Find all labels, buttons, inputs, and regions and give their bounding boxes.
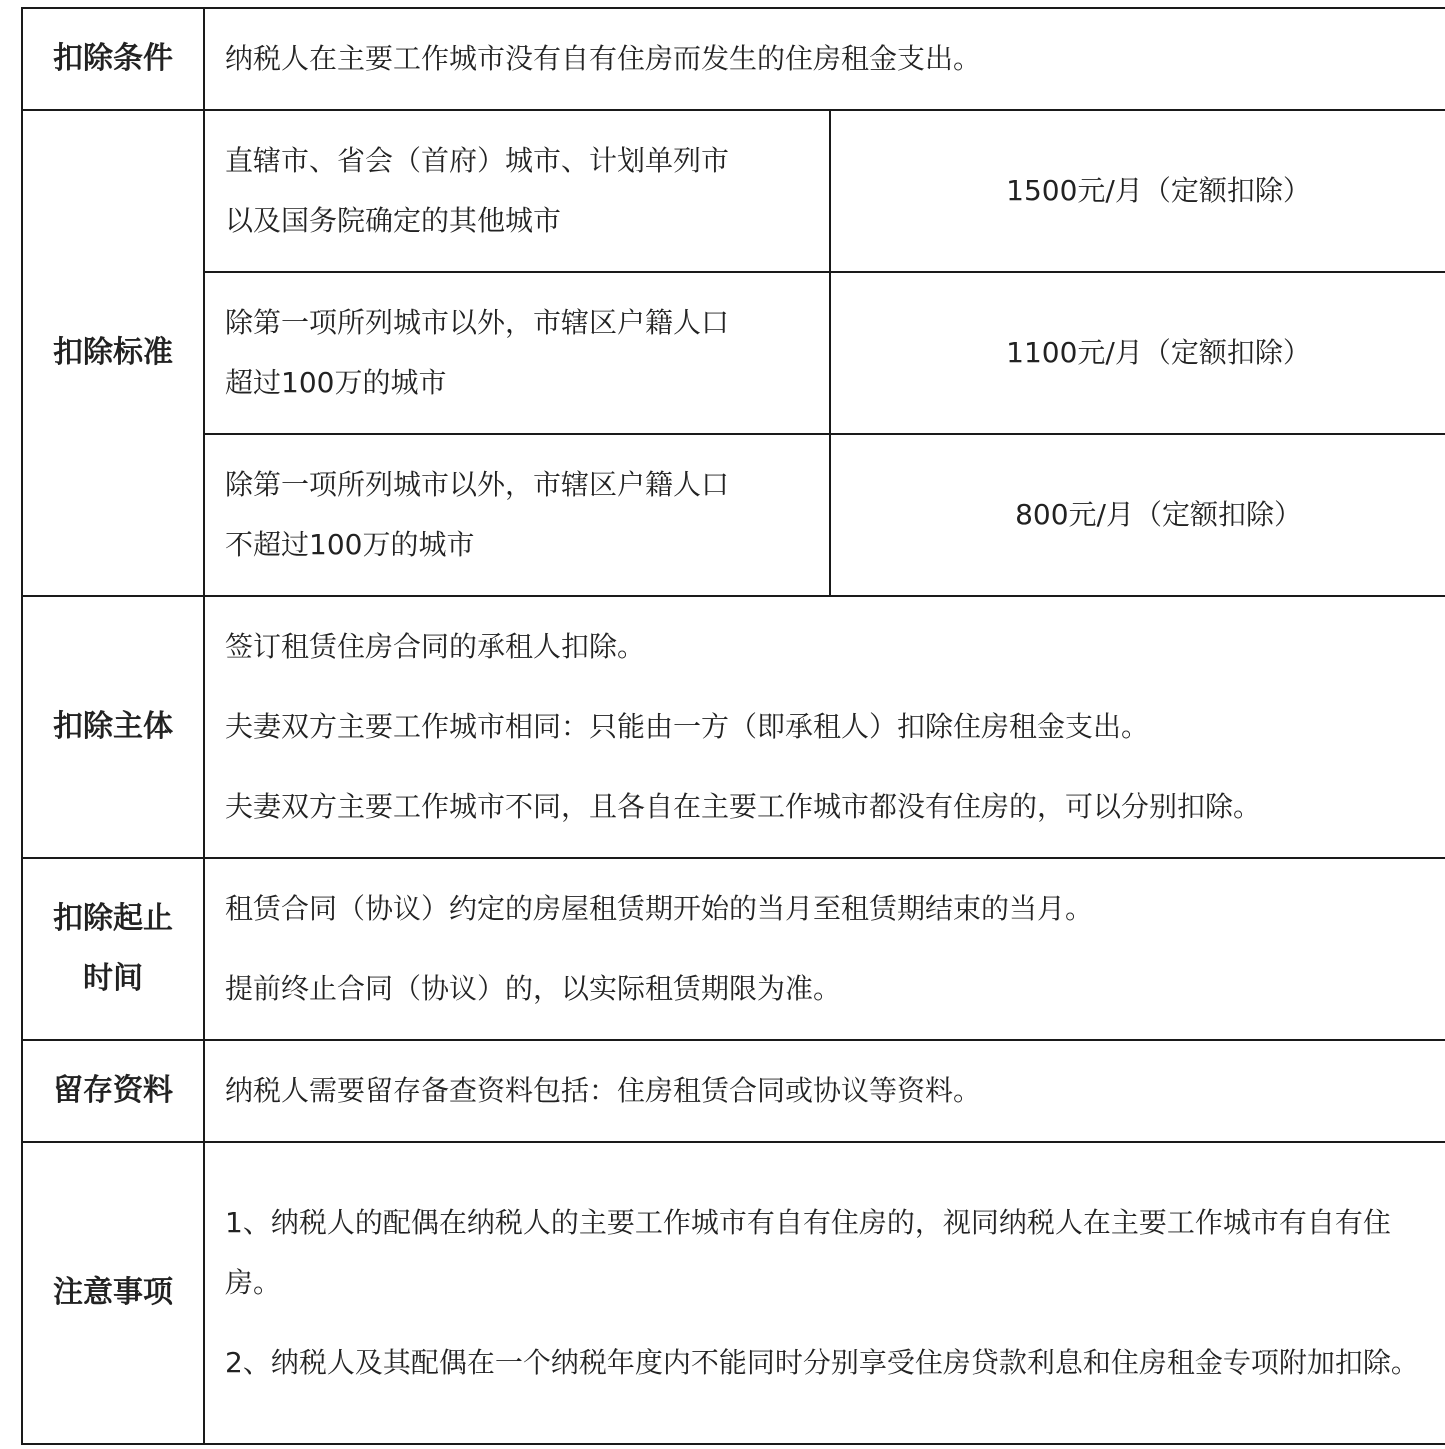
row-standard-1 [22,110,1445,272]
standard-amount-2: 1100元/月（定额扣除） [830,272,1445,434]
standard-city-1-line1: 直辖市、省会（首府）城市、计划单列市 [225,144,730,177]
notes-content [204,1142,1445,1444]
standard-city-3-line2: 不超过100万的城市 [225,528,475,561]
label-condition: 扣除条件 [22,8,204,110]
row-condition [22,8,1445,110]
row-standard-3 [22,434,1445,596]
condition-text: 纳税人在主要工作城市没有自有住房而发生的住房租金支出。 [204,8,1445,110]
standard-city-1 [204,110,830,272]
subject-para-2: 夫妻双方主要工作城市相同：只能由一方（即承租人）扣除住房租金支出。 [225,710,1150,743]
label-subject: 扣除主体 [22,596,204,858]
period-para-2: 提前终止合同（协议）的，以实际租赁期限为准。 [225,972,842,1005]
row-period [22,858,1445,1040]
deduction-table [21,7,1445,1445]
standard-city-2 [204,272,830,434]
label-period-line1: 扣除起止 [53,901,173,936]
standard-city-3 [204,434,830,596]
row-subject [22,596,1445,858]
notes-para-1: 1、纳税人的配偶在纳税人的主要工作城市有自有住房的，视同纳税人在主要工作城市有自有住房。 [225,1206,1391,1299]
row-notes [22,1142,1445,1444]
label-records: 留存资料 [22,1040,204,1142]
period-para-1: 租赁合同（协议）约定的房屋租赁期开始的当月至租赁期结束的当月。 [225,892,1094,925]
standard-city-3-line1: 除第一项所列城市以外，市辖区户籍人口 [225,468,730,501]
records-text: 纳税人需要留存备查资料包括：住房租赁合同或协议等资料。 [204,1040,1445,1142]
subject-content [204,596,1445,858]
subject-para-3: 夫妻双方主要工作城市不同，且各自在主要工作城市都没有住房的，可以分别扣除。 [225,790,1262,823]
row-standard-2 [22,272,1445,434]
label-period-line2: 时间 [83,961,143,996]
standard-city-2-line2: 超过100万的城市 [225,366,447,399]
label-notes: 注意事项 [22,1142,204,1444]
row-records [22,1040,1445,1142]
standard-city-1-line2: 以及国务院确定的其他城市 [225,204,562,237]
subject-para-1: 签订租赁住房合同的承租人扣除。 [225,630,646,663]
standard-city-2-line1: 除第一项所列城市以外，市辖区户籍人口 [225,306,730,339]
period-content [204,858,1445,1040]
label-period [22,858,204,1040]
standard-amount-3: 800元/月（定额扣除） [830,434,1445,596]
notes-para-2: 2、纳税人及其配偶在一个纳税年度内不能同时分别享受住房贷款利息和住房租金专项附加扣除。 [225,1346,1419,1379]
label-standard: 扣除标准 [22,110,204,596]
standard-amount-1: 1500元/月（定额扣除） [830,110,1445,272]
